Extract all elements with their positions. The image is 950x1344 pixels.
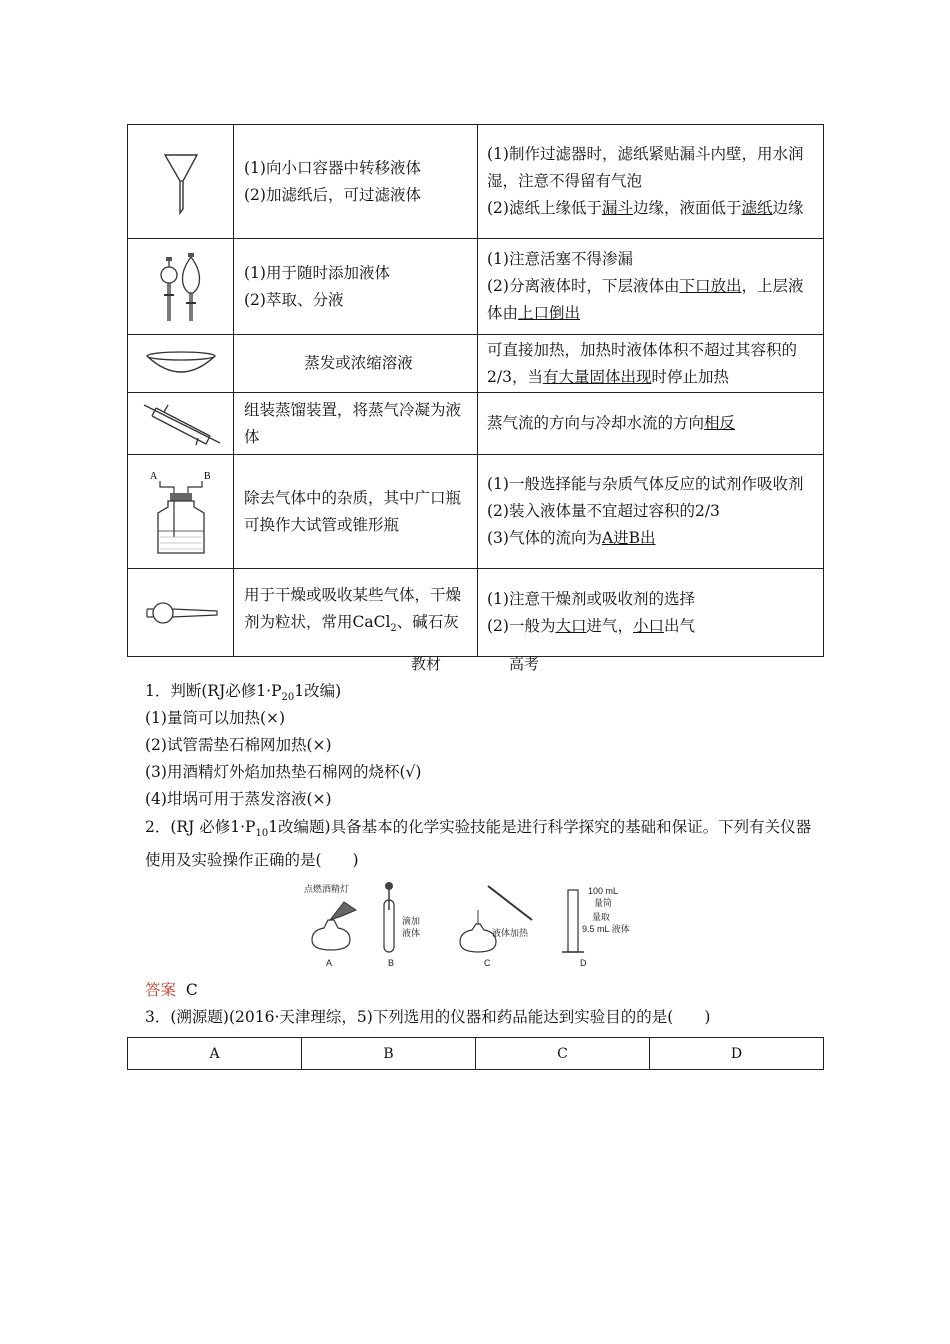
gas-washing-bottle-notes: (1)一般选择能与杂质气体反应的试剂作吸收剂 (2)装入液体量不宜超过容积的2/3 (3)气体的流向为A进B出 bbox=[478, 455, 824, 569]
alcohol-lamp-icon bbox=[312, 920, 350, 950]
figure-caption-c: C bbox=[484, 958, 491, 968]
drying-tube-use: 用于干燥或吸收某些气体，干燥剂为粒状，常用CaCl$_2$、碱石灰 bbox=[234, 569, 478, 657]
table-row bbox=[128, 1038, 824, 1070]
condenser-notes: 蒸气流的方向与冷却水流的方向相反 bbox=[478, 393, 824, 455]
condenser-icon bbox=[128, 393, 234, 455]
tilted-lamp-icon bbox=[330, 902, 356, 920]
table-row bbox=[128, 239, 824, 335]
condenser-use: 组装蒸馏装置，将蒸气冷凝为液体 bbox=[234, 393, 478, 455]
document-page: (1)向小口容器中转移液体 (2)加滤纸后，可过滤液体 (1)制作过滤器时，滤纸紧贴漏斗内壁，用水润湿，注意不得留有气泡 (2)滤纸上缘低于漏斗边缘，液面低于滤纸边缘 (1)用于随时添加液体 (2)萃取、分液 (1)注意活塞不得渗漏 (2)分离液体时，下层液体由下口放出，上层液体由上口倒出 蒸发或浓缩溶液 可直接加热，加热时液体体积不超过其容积的2/3，当有大量固体出现时停止加热 组装蒸馏装置，将蒸气冷凝为液体 蒸气流的方向与冷却水流的方向相反 A B 除去气体中的杂质，其中广口瓶可换作大试管或锥形瓶 (1)一般选择能与杂质气体反应的试剂作吸收剂 (2)装入液体量不宜超过容积的2/3 (3)气体的流向为A进B出 用于干燥或吸收某些气体，干燥剂为粒状，常用CaCl$_2$、碱石灰 (1)注意干燥剂或吸收剂的选择 (2)一般为大口进气，小口出气 教材 高考 1．判断(RJ必修$1\cdot P_{20}1$改编) (1)量筒可以加热(×) (2)试管需垫石棉网加热(×) (3)用酒精灯外焰加热垫石棉网的烧杯(√) (4)坩埚可用于蒸发溶液(×) 2．(RJ 必修$1\cdot P_{10}1$改编题)具备基本的化学实验技能是进行科学探究的基础和保证。下列有关仪器使用及实验操作正确的是( ) 点燃酒精灯 A 滴加 液体 B 液体加热 C 100 mL 量筒 量取 9.5 mL 液体 D 答案 C 3．(溯源题)(2016·天津理综，5)下列选用的仪器和药品能达到实验目的的是( ) A B C D bbox=[0, 0, 950, 1344]
table-row bbox=[128, 455, 824, 569]
option-c-header: C bbox=[476, 1038, 650, 1070]
evaporating-dish-notes: 可直接加热，加热时液体体积不超过其容积的2/3，当有大量固体出现时停止加热 bbox=[478, 335, 824, 393]
question-1-item: (1)量筒可以加热(×) bbox=[145, 709, 286, 727]
figure-label-d3: 量取 bbox=[592, 912, 611, 922]
evaporating-dish-icon bbox=[128, 335, 234, 393]
option-b-header: B bbox=[302, 1038, 476, 1070]
drying-tube-icon bbox=[128, 569, 234, 657]
figure-caption-b: B bbox=[388, 958, 395, 968]
question-3-text: 3．(溯源题)(2016·天津理综，5)下列选用的仪器和药品能达到实验目的的是( ) bbox=[145, 1008, 711, 1026]
question-1-item: (4)坩埚可用于蒸发溶液(×) bbox=[145, 790, 332, 808]
funnel-icon bbox=[128, 125, 234, 239]
question-3-options-table bbox=[127, 1037, 824, 1070]
figure-caption-a: A bbox=[326, 958, 333, 968]
figure-label-b1: 滴加 bbox=[402, 916, 421, 926]
table-row bbox=[128, 335, 824, 393]
label-a: A bbox=[149, 470, 157, 482]
gas-washing-bottle-use: 除去气体中的杂质，其中广口瓶可换作大试管或锥形瓶 bbox=[234, 455, 478, 569]
figure-label-d4: 9.5 mL 液体 bbox=[582, 924, 630, 934]
figure-caption-d: D bbox=[580, 958, 587, 968]
figure-label-d1: 100 mL bbox=[588, 886, 619, 896]
table-row bbox=[128, 393, 824, 455]
separatory-funnel-use: (1)用于随时添加液体 (2)萃取、分液 bbox=[234, 239, 478, 335]
figure-label-a: 点燃酒精灯 bbox=[304, 884, 350, 894]
funnel-notes: (1)制作过滤器时，滤纸紧贴漏斗内壁，用水润湿，注意不得留有气泡 (2)滤纸上缘低于漏斗边缘，液面低于滤纸边缘 bbox=[478, 125, 824, 239]
question-2-figure bbox=[300, 880, 670, 970]
drying-tube-notes: (1)注意干燥剂或吸收剂的选择 (2)一般为大口进气，小口出气 bbox=[478, 569, 824, 657]
option-d-header: D bbox=[650, 1038, 824, 1070]
question-2-text: 2．(RJ 必修$1\cdot P_{10}1$改编题)具备基本的化学实验技能是进行科学探究的基础和保证。下列有关仪器使用及实验操作正确的是( ) bbox=[145, 818, 812, 870]
label-b: B bbox=[203, 470, 211, 482]
answer-value: C bbox=[185, 981, 198, 999]
table-row bbox=[128, 125, 824, 239]
answer-label: 答案 bbox=[145, 981, 177, 999]
figure-label-b2: 液体 bbox=[402, 928, 421, 938]
figure-label-c: 液体加热 bbox=[492, 928, 529, 938]
heated-test-tube-icon bbox=[488, 886, 532, 920]
separatory-funnel-icon bbox=[128, 239, 234, 335]
lab-operations-figure bbox=[300, 880, 670, 970]
gas-washing-bottle-icon bbox=[128, 455, 234, 569]
table-row bbox=[128, 569, 824, 657]
question-1-title: 1．判断(RJ必修$1\cdot P_{20}1$改编) bbox=[145, 682, 342, 704]
question-1-item: (2)试管需垫石棉网加热(×) bbox=[145, 736, 332, 754]
instrument-table bbox=[127, 124, 824, 657]
question-2-answer bbox=[145, 977, 198, 1004]
question-1-item: (3)用酒精灯外焰加热垫石棉网的烧杯(√) bbox=[145, 763, 422, 781]
separatory-funnel-notes: (1)注意活塞不得渗漏 (2)分离液体时，下层液体由下口放出，上层液体由上口倒出 bbox=[478, 239, 824, 335]
funnel-use: (1)向小口容器中转移液体 (2)加滤纸后，可过滤液体 bbox=[234, 125, 478, 239]
evaporating-dish-use: 蒸发或浓缩溶液 bbox=[234, 335, 478, 393]
graduated-cylinder-icon bbox=[568, 890, 578, 952]
alcohol-lamp-icon bbox=[460, 924, 496, 952]
option-a-header: A bbox=[128, 1038, 302, 1070]
figure-label-d2: 量筒 bbox=[594, 898, 613, 908]
